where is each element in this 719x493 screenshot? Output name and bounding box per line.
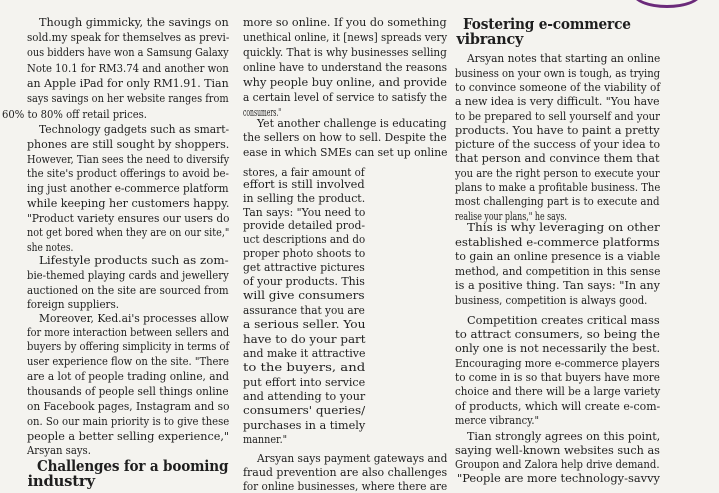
article-text-line: ing just another e-commerce platform <box>27 182 229 195</box>
article-text-line: she notes. <box>27 241 74 254</box>
section-heading-line: Challenges for a booming <box>37 457 229 475</box>
article-text-line: sold.my speak for themselves as previ- <box>27 31 230 44</box>
article-text-line: to come in is so that buyers have more <box>455 371 660 384</box>
article-text-line: However, Tian sees the need to diversify <box>27 153 230 166</box>
article-text-line: and make it attractive <box>243 347 366 360</box>
section-heading-line: vibrancy <box>456 30 524 48</box>
article-text-line: Technology gadgets such as smart- <box>39 123 230 136</box>
article-text-line: assurance that you are <box>243 304 365 317</box>
article-text-line: Tan says: "You need to <box>243 206 366 219</box>
article-text-line: established e-commerce platforms <box>455 236 660 249</box>
article-text-line: Arsyan says payment gateways and <box>257 452 448 465</box>
article-text-line: "People are more technology-savvy <box>457 472 660 485</box>
article-text-line: plans to make a profitable business. The <box>455 181 661 194</box>
article-text-line: proper photo shoots to <box>243 247 366 260</box>
article-text-line: user experience flow on the site. "There <box>27 355 230 368</box>
article-text-line: an Apple iPad for only RM1.91. Tian <box>27 77 229 90</box>
section-heading-line: Fostering e-commerce <box>462 15 631 33</box>
article-text-line: and attending to your <box>243 390 366 403</box>
article-text-line: manner." <box>243 433 288 446</box>
article-text-line: Groupon and Zalora help drive demand. <box>455 458 660 471</box>
article-text-line: quickly. That is why businesses selling <box>243 46 447 59</box>
article-text-line: for more interaction between sellers and <box>27 326 230 339</box>
article-text-line: Encouraging more e-commerce players <box>455 357 660 370</box>
article-text-line: Yet another challenge is educating <box>257 117 447 130</box>
article-text-line: online have to understand the reasons <box>243 61 448 74</box>
article-text-line: only one is not necessarily the best. <box>455 342 661 355</box>
article-text-line: 60% to 80% off retail prices. <box>2 108 147 121</box>
article-text-line: uct descriptions and do <box>243 233 366 246</box>
article-text-line: to convince someone of the viability of <box>455 81 661 94</box>
article-text-line: why people buy online, and provide <box>243 76 447 89</box>
article-text-line: the site's product offerings to avoid be- <box>27 167 229 180</box>
article-text-line: people a better selling experience," <box>27 430 230 443</box>
article-text-line: saying well-known websites such as <box>455 444 660 457</box>
article-text-line: "Product variety ensures our users do <box>27 212 230 225</box>
article-text-line: effort is still involved <box>243 178 365 191</box>
article-text-line: in selling the product. <box>243 192 366 205</box>
article-text-line: more so online. If you do something <box>243 16 447 29</box>
article-text-line: Though gimmicky, the savings on <box>39 16 229 29</box>
article-text-line: to attract consumers, so being the <box>455 328 660 341</box>
article-text-line: put effort into service <box>243 376 366 389</box>
article-text-line: merce vibrancy." <box>455 414 540 427</box>
article-text-line: realise your plans," he says. <box>455 210 567 223</box>
article-text-line: for online businesses, where there are <box>243 480 448 493</box>
article-text-line: unethical online, it [news] spreads very <box>243 31 448 44</box>
article-text-line: Lifestyle products such as zom- <box>39 254 229 267</box>
article-text-line: Moreover, Ked.ai's processes allow <box>39 312 229 325</box>
article-text-line: ous bidders have won a Samsung Galaxy <box>27 46 229 59</box>
article-text-line: purchases in a timely <box>243 419 366 432</box>
article-text-line: are a lot of people trading online, and <box>27 370 230 383</box>
article-text-line: that person and convince them that <box>455 152 660 165</box>
article-text-line: choice and there will be a large variety <box>455 385 661 398</box>
article-text-line: is a positive thing. Tan says: "In any <box>455 279 661 292</box>
article-text-line: a certain level of service to satisfy the <box>243 91 447 104</box>
article-text-line: not get bored when they are on our site," <box>27 226 230 239</box>
article-text-line: to be prepared to sell yourself and your <box>455 110 661 123</box>
article-text-line: a serious seller. You <box>243 318 366 331</box>
article-text-line: thousands of people sell things online <box>27 385 229 398</box>
article-text-line: provide detailed prod- <box>243 219 366 232</box>
article-text-line: you are the right person to execute your <box>455 167 660 180</box>
article-text-line: while keeping her customers happy. <box>27 197 230 210</box>
article-text-line: bie-themed playing cards and jewellery <box>27 269 229 282</box>
section-heading-line: industry <box>27 472 95 490</box>
article-text-line: says savings on her website ranges from <box>27 92 229 105</box>
article-text-line: on Facebook pages, Instagram and so <box>27 400 230 413</box>
article-text-line: a new idea is very difficult. "You have <box>455 95 660 108</box>
article-text-line: stores, a fair amount of <box>243 166 365 179</box>
article-text-line: of your products. This <box>243 275 365 288</box>
article-text-line: Arsyan notes that starting an online <box>467 52 661 65</box>
article-text-line: products. You have to paint a pretty <box>455 124 660 137</box>
article-text-line: consumers' queries/ <box>243 404 366 417</box>
article-text-line: foreign suppliers. <box>27 298 120 311</box>
article-text-line: This is why leveraging on other <box>467 221 660 234</box>
article-text-line: buyers by offering simplicity in terms of <box>27 340 230 353</box>
article-text-line: phones are still sought by shoppers. <box>27 138 230 151</box>
article-text-line: will give consumers <box>243 289 365 302</box>
article-text-line: get attractive pictures <box>243 261 365 274</box>
article-text-line: business, competition is always good. <box>455 294 648 307</box>
article-text-line: ease in which SMEs can set up online <box>243 146 448 159</box>
article-text-line: Competition creates critical mass <box>467 314 660 327</box>
article-text-line: business on your own is tough, as trying <box>455 67 661 80</box>
article-text-line: to gain an online presence is a viable <box>455 250 661 263</box>
article-text-line: picture of the success of your idea to <box>455 138 661 151</box>
magazine-logo-arc <box>632 0 702 8</box>
article-text-line: most challenging part is to execute and <box>455 195 660 208</box>
article-text-line: fraud prevention are also challenges <box>243 466 448 479</box>
article-text-line: to the buyers, and <box>243 361 366 374</box>
article-text-line: Note 10.1 for RM3.74 and another won <box>27 62 229 75</box>
article-text-line: auctioned on the site are sourced from <box>27 284 229 297</box>
article-text-line: on. So our main priority is to give these <box>27 415 230 428</box>
article-text-line: Arsyan says. <box>27 444 91 457</box>
article-text-line: Tian strongly agrees on this point, <box>467 430 661 443</box>
article-text-line: consumers." <box>243 106 282 119</box>
article-text-line: have to do your part <box>243 333 366 346</box>
article-text-line: method, and competition in this sense <box>455 265 661 278</box>
article-text-line: of products, which will create e-com- <box>455 400 661 413</box>
article-text-line: the sellers on how to sell. Despite the <box>243 131 447 144</box>
